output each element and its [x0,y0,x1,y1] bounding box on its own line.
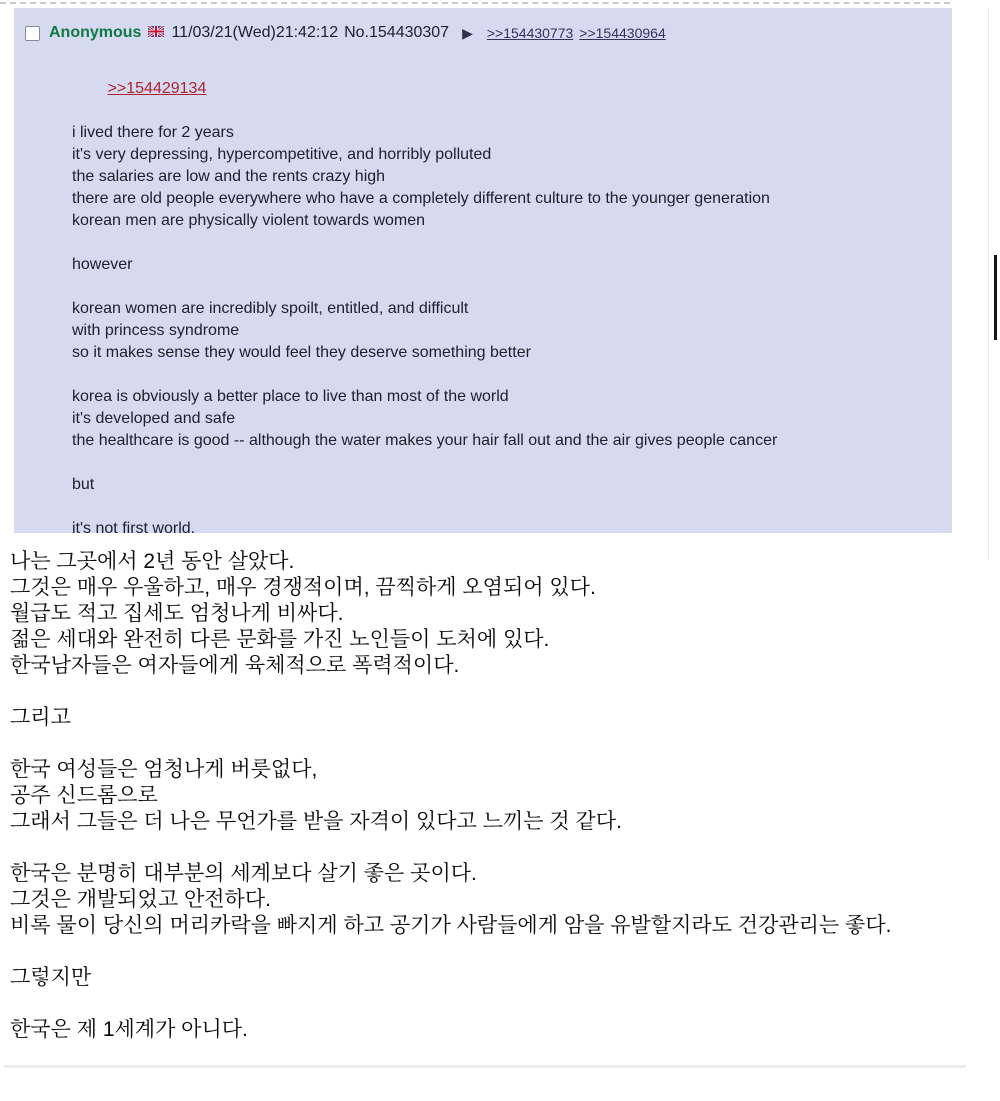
translation-line: 월급도 적고 집세도 엄청나게 비싸다. [10,602,344,625]
translation-line: 한국 여성들은 엄청나게 버릇없다, [10,758,318,781]
post-line: the healthcare is good -- although the water makes your hair fall out and the air gives people cancer [72,432,778,449]
quote-link[interactable]: >>154429134 [107,80,207,97]
quote-link-row [72,56,932,122]
translation-line: 그렇지만 [10,966,92,989]
post-number[interactable]: No.154430307 [344,24,450,41]
post-line [72,232,932,254]
post-line [72,452,932,474]
translation-line: 그것은 개발되었고 안전하다. [10,888,271,911]
post-line [72,496,932,518]
post-line: the salaries are low and the rents crazy high [72,168,386,185]
korean-translation [10,549,996,1043]
post-line: but [72,476,95,493]
translation-line [10,835,996,861]
translation-line: 젊은 세대와 완전히 다른 문화를 가진 노인들이 도처에 있다. [10,628,550,651]
translation-line: 한국은 분명히 대부분의 세계보다 살기 좋은 곳이다. [10,862,477,885]
post-line: it's developed and safe [72,410,236,427]
post-line: there are old people everywhere who have a completely different culture to the younger generation [72,190,770,207]
post-line: korean women are incredibly spoilt, entitled, and difficult [72,300,469,317]
bottom-separator [4,1065,966,1068]
top-dashed-separator [0,2,950,4]
translation-line [10,731,996,757]
translation-line: 비록 물이 당신의 머리카락을 빠지게 하고 공기가 사람들에게 암을 유발할지라도 건강관리는 좋다. [10,914,892,937]
post-line [72,364,932,386]
post-checkbox[interactable] [25,26,40,41]
translation-line: 한국남자들은 여자들에게 육체적으로 폭력적이다. [10,654,460,677]
translation-line [10,679,996,705]
scrollbar-track [988,8,989,560]
post-line: i lived there for 2 years [72,124,234,141]
post-line: it's very depressing, hypercompetitive, and horribly polluted [72,146,492,163]
post-line: however [72,256,133,273]
post-line: so it makes sense they would feel they deserve something better [72,344,531,361]
post-line: korean men are physically violent towards women [72,212,426,229]
backlink-2[interactable]: >>154430964 [579,25,666,41]
translation-line: 한국은 제 1세계가 아니다. [10,1018,248,1041]
poster-name: Anonymous [49,24,142,41]
backlink-1[interactable]: >>154430773 [486,25,574,41]
post-datetime: 11/03/21(Wed)21:42:12 [171,24,339,41]
post-line: korea is obviously a better place to live than most of the world [72,388,509,405]
forum-post [14,8,952,537]
translation-line [10,939,996,965]
translation-line: 그리고 [10,706,71,729]
post-line [72,276,932,298]
translation-line [10,991,996,1017]
post-menu-arrow-icon[interactable]: ▶ [462,25,473,41]
post-header [14,8,952,43]
uk-flag-icon [148,23,164,43]
post-line: it's not first world. [72,520,196,537]
translation-line: 공주 신드롬으로 [10,784,158,807]
translation-line: 그래서 그들은 더 나은 무언가를 받을 자격이 있다고 느끼는 것 같다. [10,810,622,833]
post-line: with princess syndrome [72,322,240,339]
scrollbar-thumb[interactable] [994,255,997,340]
translation-line: 나는 그곳에서 2년 동안 살았다. [10,550,295,573]
translation-line: 그것은 매우 우울하고, 매우 경쟁적이며, 끔찍하게 오염되어 있다. [10,576,596,599]
post-message [72,122,932,540]
post-body [72,56,932,540]
